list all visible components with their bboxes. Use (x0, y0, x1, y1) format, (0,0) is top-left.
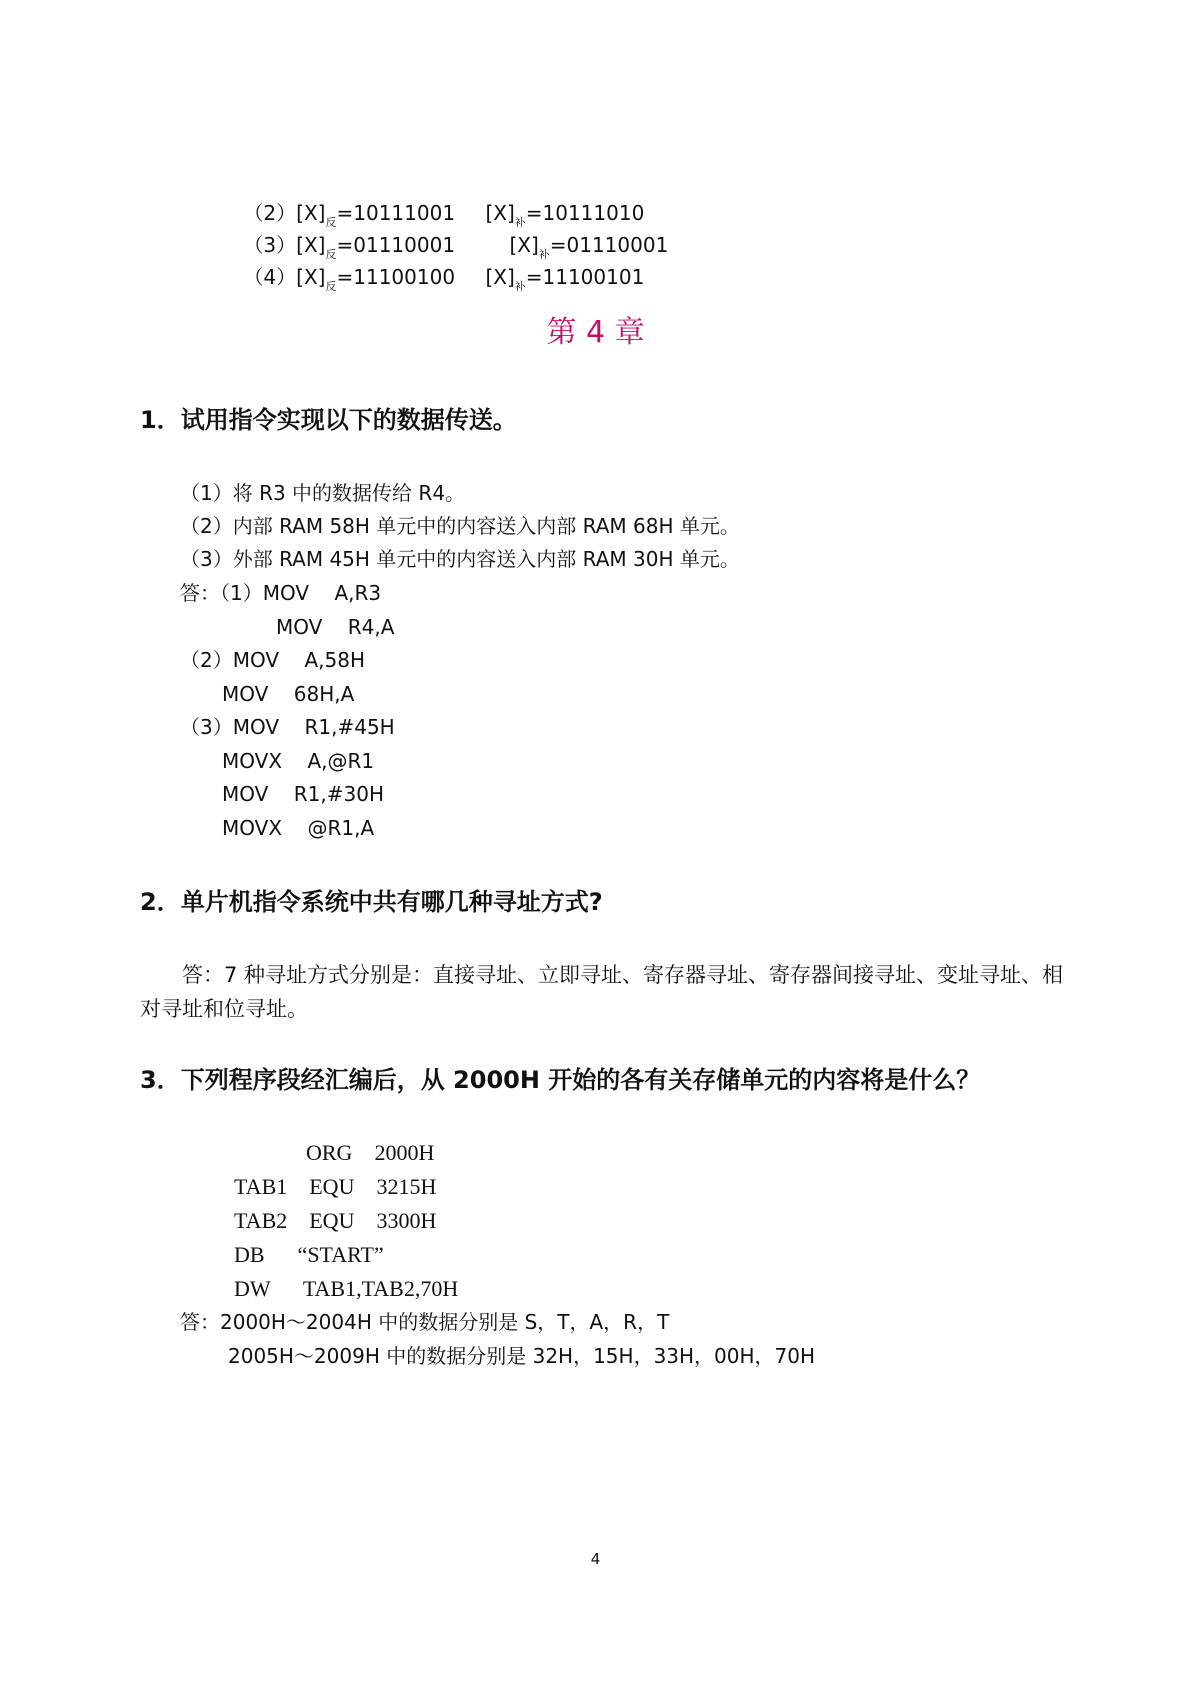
complement-line-2-bu: $[X]_补=10111010$ (485, 201, 645, 229)
answer-1-line-7: MOV R1,#30H (222, 782, 384, 806)
answer-1-line-3: （2）MOV A,58H (180, 648, 366, 672)
question-1-item-1: （1）将 R3 中的数据传给 R4。 (180, 481, 466, 505)
complement-line-2: $(2)[X]_反=10111001$ (243, 201, 456, 229)
code-line-4: DB “START” (234, 1242, 384, 1267)
complement-line-4: $(4)[X]_反=11100100$ (243, 265, 456, 293)
answer-1-line-4: MOV 68H,A (222, 682, 355, 706)
answer-2-text: 答：7 种寻址方式分别是：直接寻址、立即寻址、寄存器寻址、寄存器间接寻址、变址寻址、相对寻址和位寻址。 (140, 963, 1064, 1021)
question-1-item-3: （3）外部 RAM 45H 单元中的内容送入内部 RAM 30H 单元。 (180, 547, 740, 571)
complement-line-3-bu: $[X]_补=01110001$ (509, 233, 669, 261)
answer-1-line-1: 答：（1）MOV A,R3 (180, 581, 382, 605)
answer-3-line-1: 答：2000H～2004H 中的数据分别是 S，T，A，R，T (180, 1310, 670, 1334)
question-1-item-2: （2）内部 RAM 58H 单元中的内容送入内部 RAM 68H 单元。 (180, 514, 740, 538)
question-2-title: 2．单片机指令系统中共有哪几种寻址方式? (140, 888, 603, 916)
answer-1-line-5: （3）MOV R1,#45H (180, 715, 395, 739)
question-3-title: 3．下列程序段经汇编后，从 2000H 开始的各有关存储单元的内容将是什么？ (140, 1066, 981, 1094)
code-line-5: DW TAB1,TAB2,70H (234, 1276, 459, 1301)
complement-line-4-bu: $[X]_补=11100101$ (485, 265, 645, 293)
code-line-1: ORG 2000H (306, 1140, 435, 1165)
answer-1-line-8: MOVX @R1,A (222, 816, 375, 840)
page-number: 4 (590, 1550, 601, 1568)
question-1-title: 1．试用指令实现以下的数据传送。 (140, 406, 517, 434)
answer-1-line-2: MOV R4,A (276, 615, 395, 639)
answer-1-line-6: MOVX A,@R1 (222, 749, 375, 773)
code-line-2: TAB1 EQU 3215H (234, 1174, 437, 1199)
chapter-title: 第 4 章 (546, 315, 645, 350)
code-line-3: TAB2 EQU 3300H (234, 1208, 437, 1233)
complement-line-3: $(3)[X]_反=01110001$ (243, 233, 456, 261)
answer-3-line-2: 2005H～2009H 中的数据分别是 32H，15H，33H，00H，70H (228, 1344, 816, 1368)
